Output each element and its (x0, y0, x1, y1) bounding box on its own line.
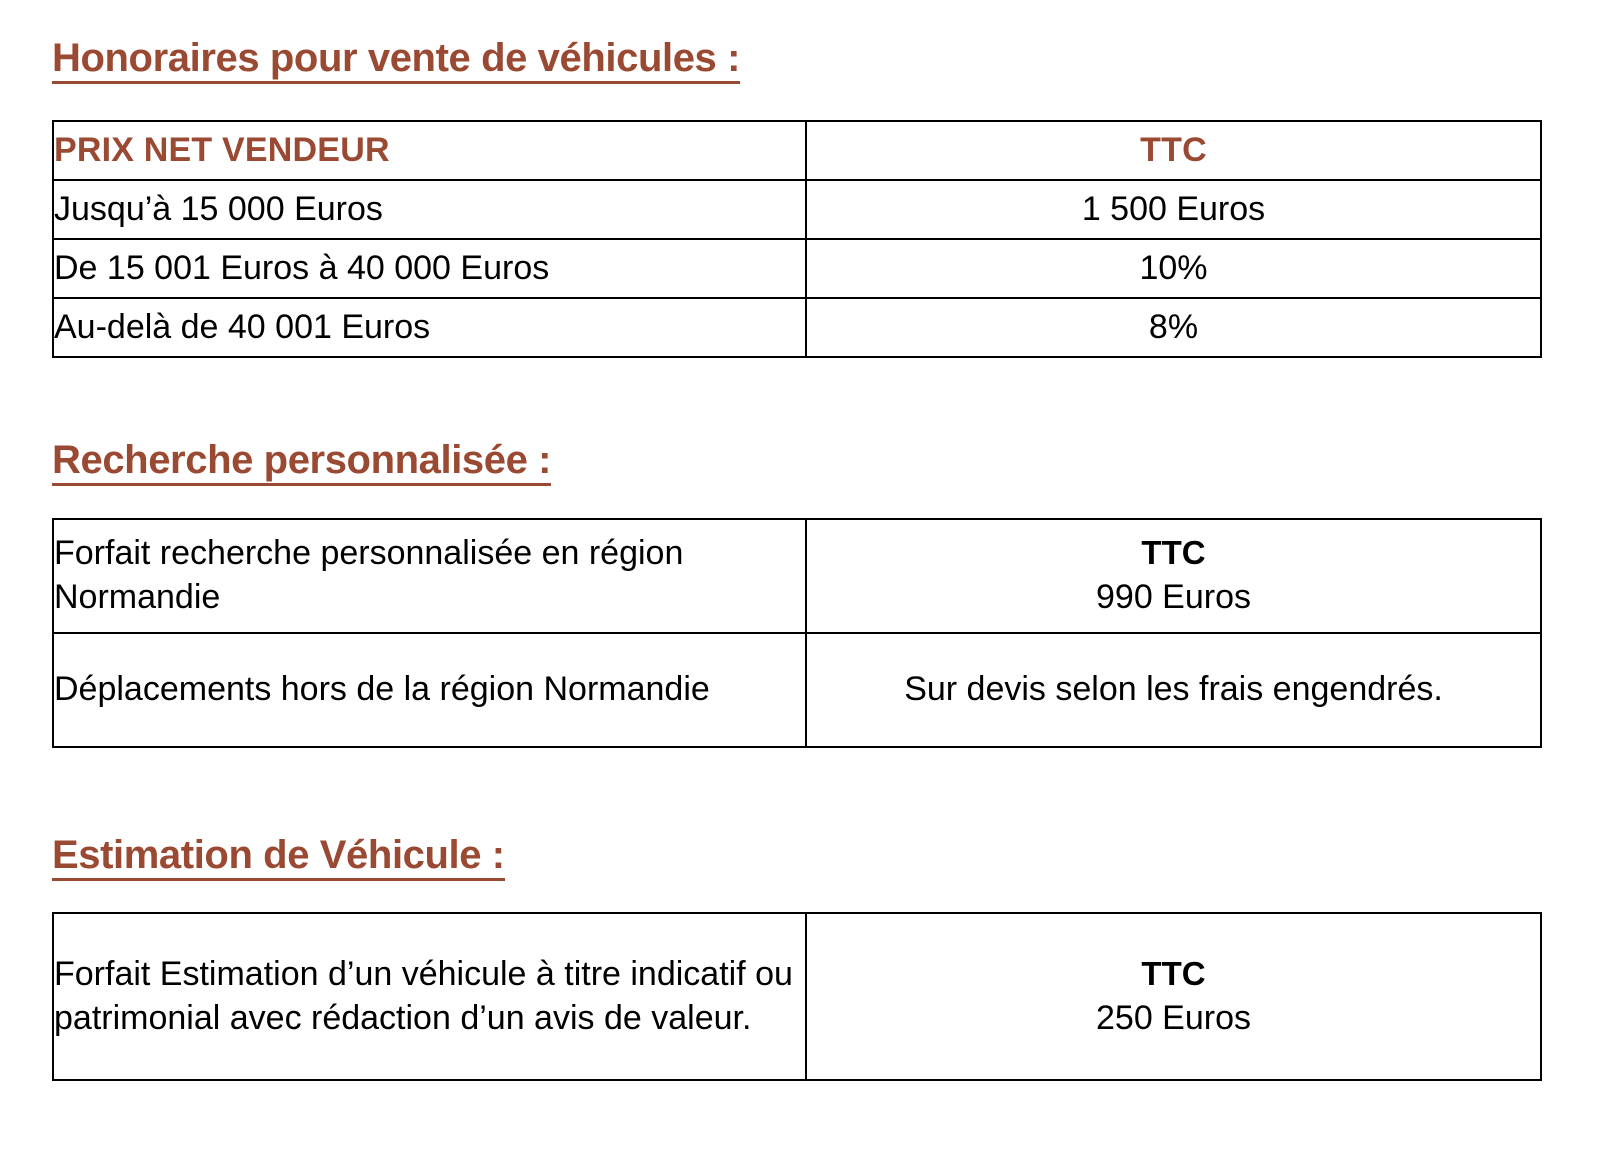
cell-deplacements-tarif: Sur devis selon les frais engendrés. (806, 633, 1541, 747)
section-heading-recherche-personnalisee (52, 440, 551, 486)
column-header-prix-net-vendeur: PRIX NET VENDEUR (53, 121, 806, 180)
table-recherche-personnalisee (52, 518, 1542, 748)
table-row (53, 298, 1541, 357)
ttc-label: TTC (1141, 534, 1206, 572)
cell-deplacements-hors-normandie: Déplacements hors de la région Normandie (53, 633, 806, 747)
cell-forfait-estimation-description: Forfait Estimation d’un véhicule à titre indicatif ou patrimonial avec rédaction d’un avis de valeur. (53, 913, 806, 1080)
section-heading-honoraires (52, 38, 740, 84)
table-row (53, 913, 1541, 1080)
cell-ttc-value-2: 10% (806, 239, 1541, 298)
section-heading-estimation-vehicule-text: Estimation de Véhicule : (52, 835, 505, 881)
cell-forfait-recherche-normandie: Forfait recherche personnalisée en région Normandie (53, 519, 806, 633)
table-row (53, 180, 1541, 239)
cell-forfait-recherche-tarif (806, 519, 1541, 633)
table-row (53, 633, 1541, 747)
table-estimation-vehicule (52, 912, 1542, 1081)
cell-prix-range-3: Au-delà de 40 001 Euros (53, 298, 806, 357)
section-heading-estimation-vehicule (52, 835, 505, 881)
table-row (53, 519, 1541, 633)
cell-prix-range-1: Jusqu’à 15 000 Euros (53, 180, 806, 239)
section-heading-honoraires-text: Honoraires pour vente de véhicules : (52, 38, 740, 84)
cell-ttc-value-1: 1 500 Euros (806, 180, 1541, 239)
ttc-label: TTC (1141, 954, 1206, 992)
cell-prix-range-2: De 15 001 Euros à 40 000 Euros (53, 239, 806, 298)
table-honoraires-vente-vehicules (52, 120, 1542, 358)
table-header-row (53, 121, 1541, 180)
ttc-amount: 990 Euros (1096, 578, 1251, 617)
cell-forfait-estimation-tarif (806, 913, 1541, 1080)
cell-ttc-value-3: 8% (806, 298, 1541, 357)
column-header-ttc: TTC (806, 121, 1541, 180)
table-row (53, 239, 1541, 298)
section-heading-recherche-personnalisee-text: Recherche personnalisée : (52, 440, 551, 486)
ttc-amount: 250 Euros (1096, 998, 1251, 1037)
